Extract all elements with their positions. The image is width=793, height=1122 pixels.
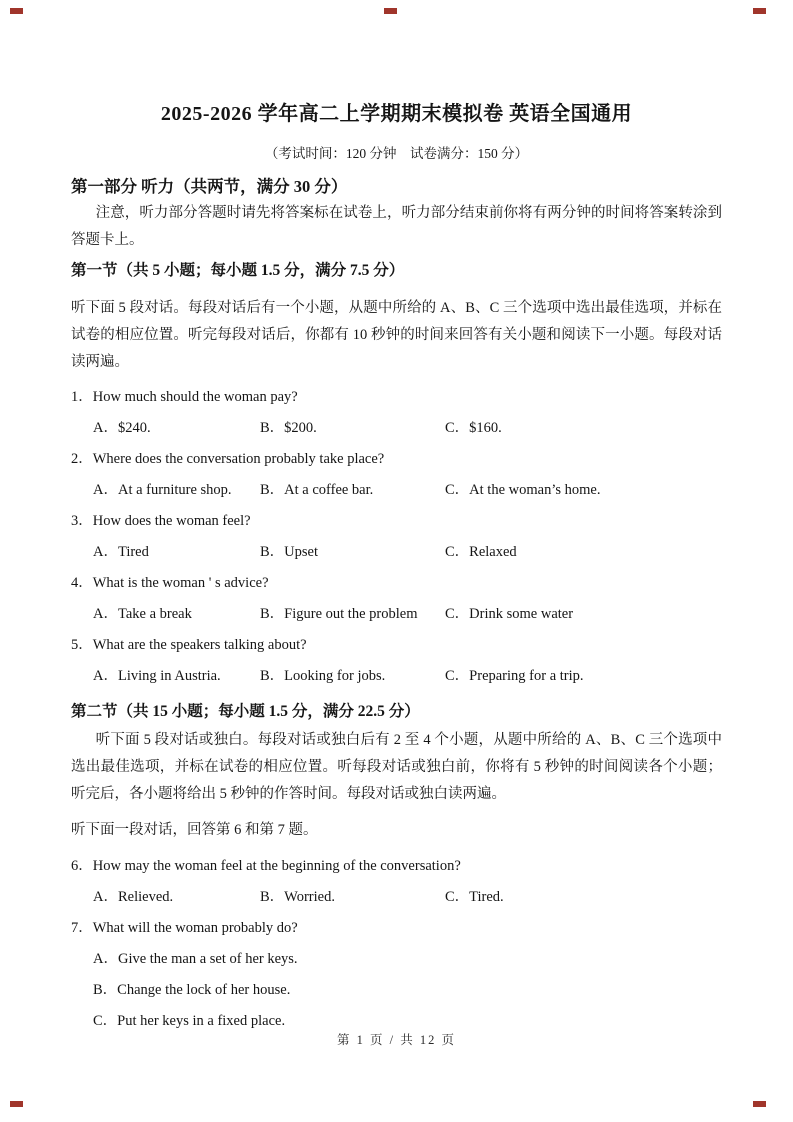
dialogue-intro: 听下面一段对话，回答第 6 和第 7 题。 (71, 822, 318, 838)
question-3-option-b: B．Upset (260, 544, 318, 560)
corner-mark-top-center (384, 8, 397, 14)
corner-mark-top-left (10, 8, 23, 14)
corner-mark-top-right (753, 8, 766, 14)
question-4-option-a: A．Take a break (93, 606, 192, 622)
question-5-text: 5．What are the speakers talking about? (71, 637, 307, 653)
section2-questions (71, 851, 722, 1037)
question-7-option-c: C．Put her keys in a fixed place. (93, 1013, 286, 1029)
page-footer: 第 1 页 / 共 12 页 (337, 1033, 456, 1047)
question-2 (71, 444, 722, 506)
question-2-text: 2．Where does the conversation probably take place? (71, 451, 385, 467)
exam-info: （考试时间：120 分钟 试卷满分：150 分） (264, 146, 529, 161)
question-5-option-a: A．Living in Austria. (93, 668, 221, 684)
question-7-option-a: A．Give the man a set of her keys. (93, 951, 298, 967)
question-5-option-c: C．Preparing for a trip. (445, 668, 584, 684)
question-3-option-a: A．Tired (93, 544, 149, 560)
section1-heading: 第一节（共 5 小题；每小题 1.5 分，满分 7.5 分） (71, 262, 405, 279)
question-4-option-b: B．Figure out the problem (260, 606, 418, 622)
question-2-option-c: C．At the woman’s home. (445, 482, 601, 498)
question-5-options (71, 661, 722, 692)
question-6-option-b: B．Worried. (260, 889, 335, 905)
question-7-options (71, 944, 722, 1037)
question-6-option-a: A．Relieved. (93, 889, 174, 905)
question-2-option-a: A．At a furniture shop. (93, 482, 232, 498)
question-7 (71, 913, 722, 1037)
question-2-option-b: B．At a coffee bar. (260, 482, 374, 498)
question-1-option-a: A．$240. (93, 420, 151, 436)
page-title: 2025-2026 学年高二上学期期末模拟卷 英语全国通用 (160, 103, 633, 125)
question-1-options (71, 413, 722, 444)
corner-mark-bottom-left (10, 1101, 23, 1107)
question-3-text: 3．How does the woman feel? (71, 513, 251, 529)
question-7-option-b: B．Change the lock of her house. (93, 982, 291, 998)
corner-mark-bottom-right (753, 1101, 766, 1107)
question-3-option-c: C．Relaxed (445, 544, 517, 560)
question-1-option-c: C．$160. (445, 420, 502, 436)
section1-questions (71, 382, 722, 692)
question-1 (71, 382, 722, 444)
part1-heading: 第一部分 听力（共两节，满分 30 分） (71, 177, 348, 196)
question-3-options (71, 537, 722, 568)
question-6-options (71, 882, 722, 913)
question-7-text: 7．What will the woman probably do? (71, 920, 298, 936)
question-4-options (71, 599, 722, 630)
section2-instructions: 听下面 5 段对话或独白。每段对话或独白后有 2 至 4 个小题，从题中所给的 A、B、C 三个选项中选出最佳选项，并标在试卷的相应位置。听每段对话或独白前，你将有 5 秒钟的时间阅读各个小题；听完后，各小题将给出 5 秒钟的作答时间。每段对话或独白读两遍。 (71, 732, 722, 802)
question-4-text: 4．What is the woman ' s advice? (71, 575, 269, 591)
section2-heading: 第二节（共 15 小题；每小题 1.5 分，满分 22.5 分） (71, 703, 420, 720)
question-6-text: 6．How may the woman feel at the beginning of the conversation? (71, 858, 461, 874)
question-3 (71, 506, 722, 568)
question-4-option-c: C．Drink some water (445, 606, 574, 622)
question-5 (71, 630, 722, 692)
question-1-text: 1．How much should the woman pay? (71, 389, 298, 405)
section1-instructions: 听下面 5 段对话。每段对话后有一个小题，从题中所给的 A、B、C 三个选项中选出最佳选项，并标在试卷的相应位置。听完每段对话后，你都有 10 秒钟的时间来回答有关小题和阅读下一小题。每段对话读两遍。 (71, 300, 722, 370)
question-5-option-b: B．Looking for jobs. (260, 668, 386, 684)
question-4 (71, 568, 722, 630)
question-6 (71, 851, 722, 913)
question-1-option-b: B．$200. (260, 420, 317, 436)
listening-note: 注意，听力部分答题时请先将答案标在试卷上，听力部分结束前你将有两分钟的时间将答案转涂到答题卡上。 (71, 205, 722, 248)
question-2-options (71, 475, 722, 506)
question-6-option-c: C．Tired. (445, 889, 504, 905)
